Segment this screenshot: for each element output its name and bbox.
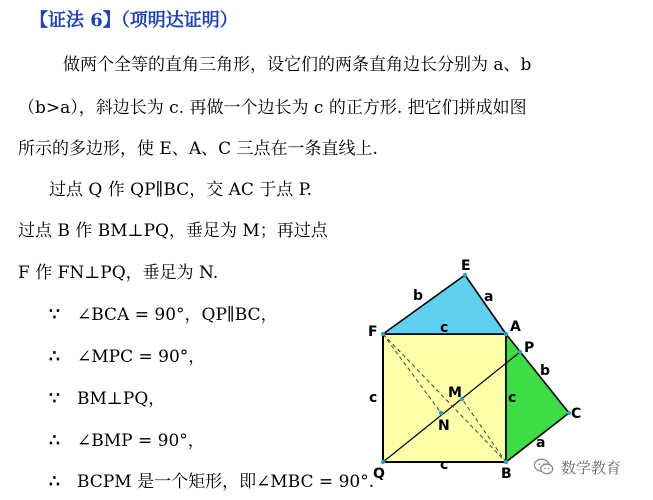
point-label-a: A (510, 319, 521, 335)
side-label-c-top: c (440, 320, 449, 336)
proof-step-text: BCPM 是一个矩形，即∠MBC = 90°. (77, 472, 375, 492)
proof-step (49, 388, 165, 410)
point-label-p: P (524, 340, 535, 356)
point-label-e: E (461, 258, 471, 274)
therefore-symbol: ∴ (49, 347, 60, 367)
because-symbol: ∵ (49, 305, 60, 325)
point-label-m: M (448, 385, 462, 401)
proof-step-text: BM⊥PQ， (77, 389, 166, 409)
proof-step-text: ∠MPC = 90°， (77, 347, 206, 367)
watermark (533, 456, 621, 478)
side-label-a-right: a (536, 435, 546, 451)
point-label-c: C (571, 406, 582, 422)
point-label-b: B (501, 466, 512, 482)
side-label-c-left: c (369, 390, 378, 406)
paragraph-line: 过点 B 作 BM⊥PQ，垂足为 M；再过点 (18, 221, 328, 241)
side-label-b-top: b (413, 288, 424, 304)
proof-step (49, 471, 374, 493)
point-label-f: F (368, 324, 378, 340)
proof-step-text: ∠BCA = 90°，QP∥BC， (77, 305, 278, 325)
paragraph-line: 所示的多边形，使 E、A、C 三点在一条直线上. (18, 139, 378, 159)
point-label-q: Q (373, 466, 385, 482)
watermark-text: 数学教育 (561, 458, 622, 477)
proof-step-text: ∠BMP = 90°， (77, 431, 205, 451)
because-symbol: ∵ (49, 389, 60, 409)
point-label-n: N (438, 418, 450, 434)
paragraph-line: 做两个全等的直角三角形，设它们的两条直角边长分别为 a、b (63, 55, 532, 75)
proof-step (49, 430, 205, 452)
heading: 【证法 6】（项明达证明） (30, 10, 238, 31)
proof-step (49, 304, 278, 326)
side-label-b-right: b (540, 363, 551, 379)
side-label-a-top: a (484, 289, 494, 305)
wechat-icon (533, 456, 555, 478)
paragraph-line: （b>a），斜边长为 c. 再做一个边长为 c 的正方形. 把它们拼成如图 (18, 98, 527, 118)
therefore-symbol: ∴ (49, 472, 60, 492)
paragraph-line: 过点 Q 作 QP∥BC，交 AC 于点 P. (49, 180, 313, 200)
side-label-c-mid: c (508, 390, 517, 406)
paragraph-line: F 作 FN⊥PQ，垂足为 N. (18, 263, 219, 283)
side-label-c-bottom: c (440, 457, 449, 473)
therefore-symbol: ∴ (49, 431, 60, 451)
geometry-figure (355, 255, 595, 485)
proof-step (49, 346, 205, 368)
